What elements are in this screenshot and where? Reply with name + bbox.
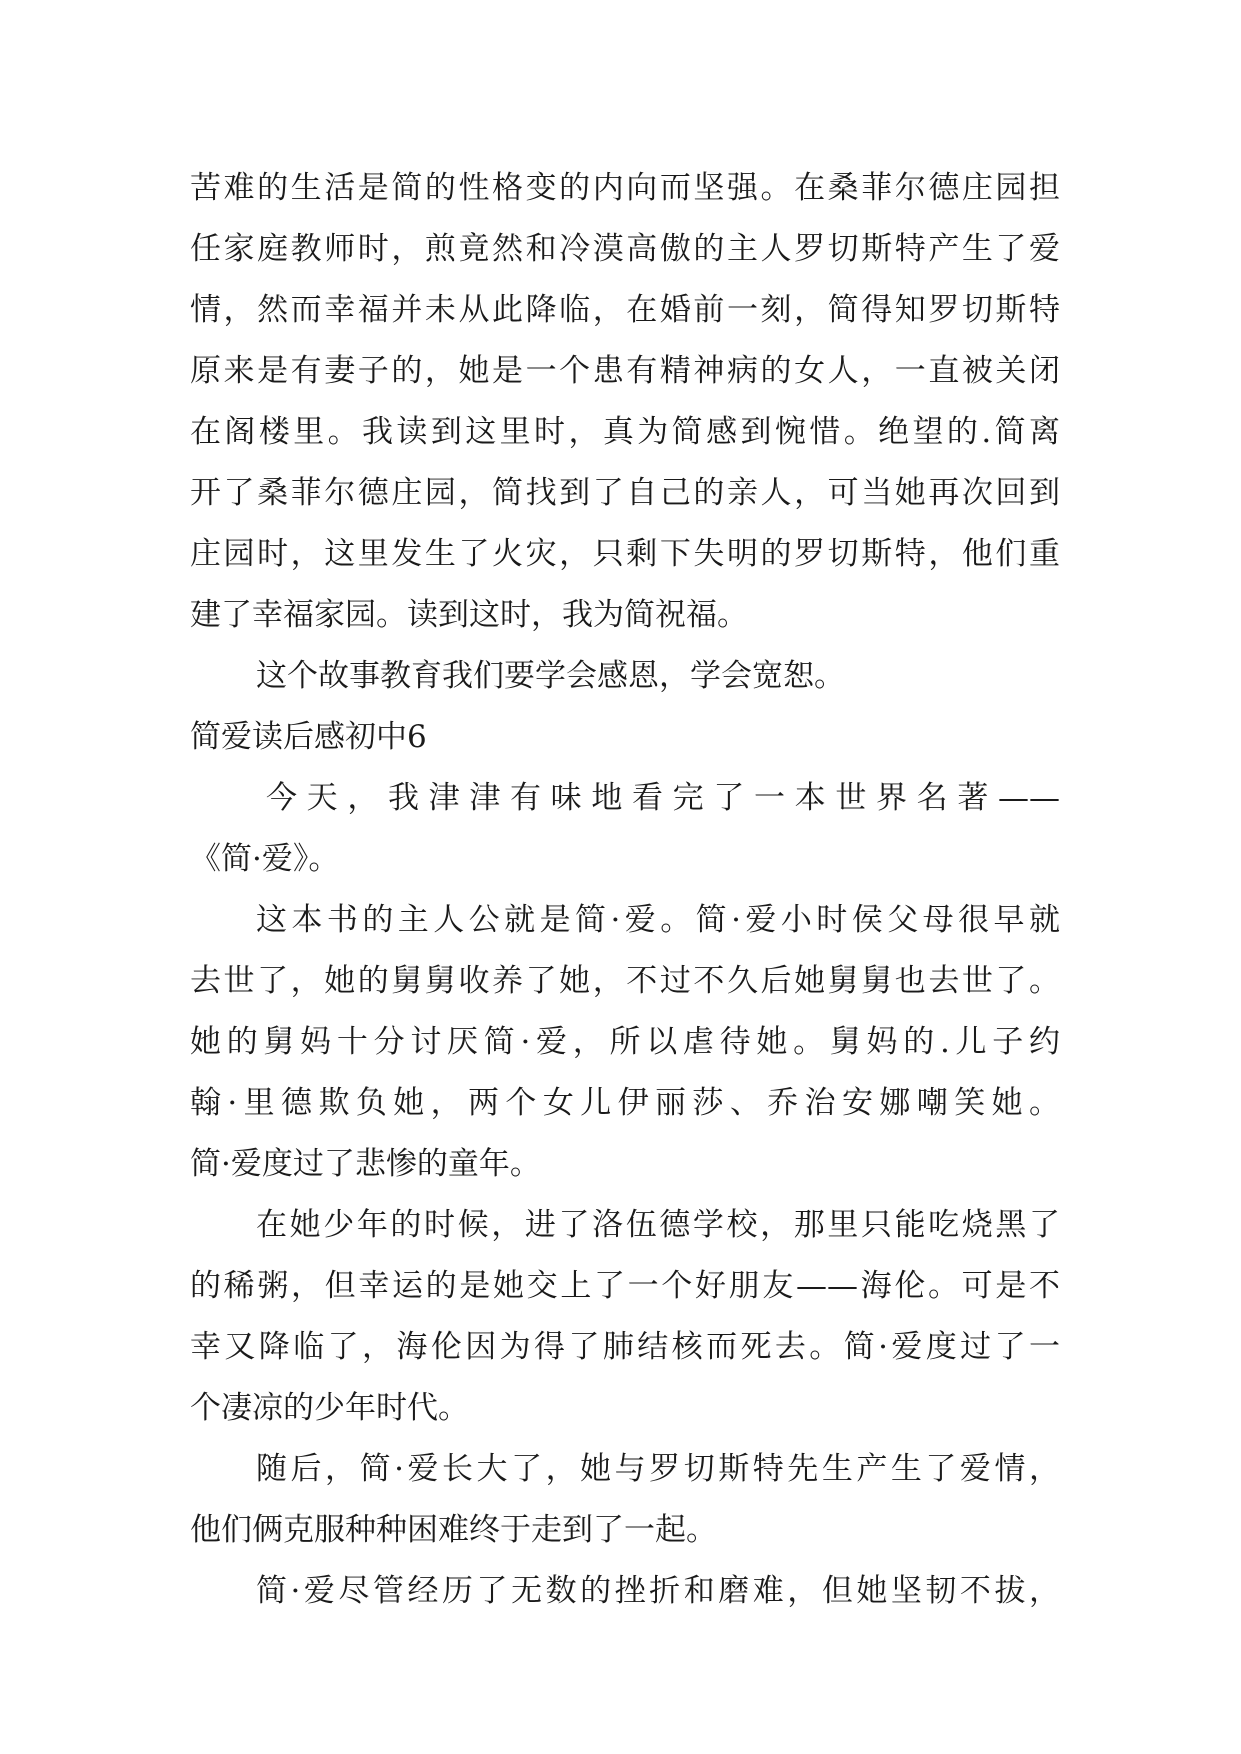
text-line: 在阁楼里。我读到这里时，真为简感到惋惜。绝望的.简离 xyxy=(190,414,1060,450)
text-line: 幸又降临了，海伦因为得了肺结核而死去。简·爱度过了一 xyxy=(190,1329,1060,1365)
paragraph-6 xyxy=(190,1439,1060,1561)
text-line: 开了桑菲尔德庄园，简找到了自己的亲人，可当她再次回到 xyxy=(190,475,1060,511)
text-line: 简·爱尽管经历了无数的挫折和磨难，但她坚韧不拔， xyxy=(256,1573,1060,1609)
text-line: 原来是有妻子的，她是一个患有精神病的女人，一直被关闭 xyxy=(190,353,1060,389)
text-line: 翰·里德欺负她，两个女儿伊丽莎、乔治安娜嘲笑她。 xyxy=(190,1085,1060,1121)
section-heading xyxy=(190,707,1060,768)
text-line: 这本书的主人公就是简·爱。简·爱小时侯父母很早就 xyxy=(256,902,1060,938)
heading-text: 简爱读后感初中6 xyxy=(190,719,427,755)
text-line: 他们俩克服种种困难终于走到了一起。 xyxy=(190,1512,717,1548)
paragraph-4 xyxy=(190,890,1060,1195)
text-line: 这个故事教育我们要学会感恩，学会宽恕。 xyxy=(256,658,845,694)
text-line: 个凄凉的少年时代。 xyxy=(190,1390,469,1426)
paragraph-7 xyxy=(190,1561,1060,1622)
paragraph-3 xyxy=(190,768,1060,890)
text-line: 在她少年的时候，进了洛伍德学校，那里只能吃烧黑了 xyxy=(256,1207,1060,1243)
text-line: 庄园时，这里发生了火灾，只剩下失明的罗切斯特，他们重 xyxy=(190,536,1060,572)
text-line: 情，然而幸福并未从此降临，在婚前一刻，简得知罗切斯特 xyxy=(190,292,1060,328)
text-line: 她的舅妈十分讨厌简·爱，所以虐待她。舅妈的.儿子约 xyxy=(190,1024,1060,1060)
text-line: 今天，我津津有味地看完了一本世界名著—— xyxy=(266,780,1060,816)
paragraph-5 xyxy=(190,1195,1060,1439)
paragraph-1 xyxy=(190,158,1060,646)
text-line: 的稀粥，但幸运的是她交上了一个好朋友——海伦。可是不 xyxy=(190,1268,1060,1304)
paragraph-2 xyxy=(190,646,1060,707)
text-line: 《简·爱》。 xyxy=(190,841,340,877)
text-line: 任家庭教师时，煎竟然和冷漠高傲的主人罗切斯特产生了爱 xyxy=(190,231,1060,267)
text-line: 建了幸福家园。读到这时，我为简祝福。 xyxy=(190,597,748,633)
text-line: 去世了，她的舅舅收养了她，不过不久后她舅舅也去世了。 xyxy=(190,963,1060,999)
document-body xyxy=(190,158,1060,1622)
text-line: 苦难的生活是简的性格变的内向而坚强。在桑菲尔德庄园担 xyxy=(190,170,1060,206)
text-line: 随后，简·爱长大了，她与罗切斯特先生产生了爱情， xyxy=(256,1451,1060,1487)
text-line: 简·爱度过了悲惨的童年。 xyxy=(190,1146,541,1182)
